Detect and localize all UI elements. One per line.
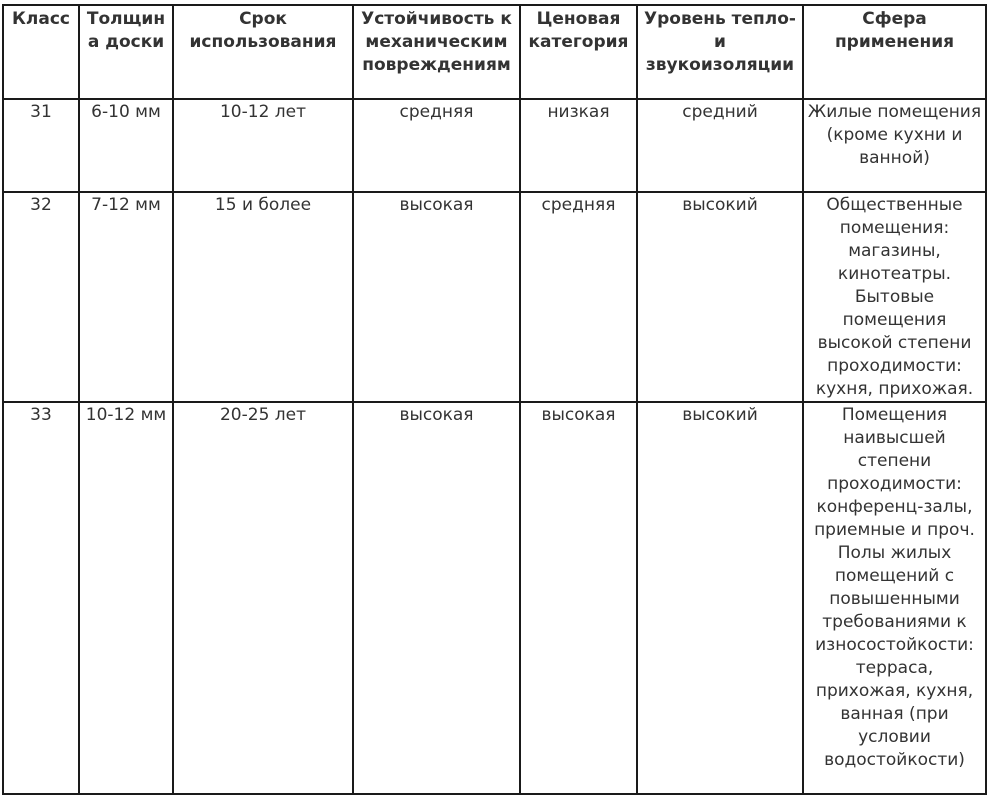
laminate-classes-table xyxy=(2,4,987,795)
cell-scope: Общественные помещения: магазины, кинотеатры. Бытовые помещения высокой степени проходимости: кухня, прихожая. xyxy=(803,192,986,402)
cell-thickness: 6-10 мм xyxy=(79,99,173,192)
cell-class: 31 xyxy=(3,99,79,192)
cell-lifetime: 10-12 лет xyxy=(173,99,353,192)
header-insulation: Уровень тепло- и звукоизоляции xyxy=(637,5,803,99)
header-price: Ценовая категория xyxy=(520,5,637,99)
header-row xyxy=(3,5,986,99)
table-row xyxy=(3,99,986,192)
cell-insulation: высокий xyxy=(637,402,803,794)
cell-class: 33 xyxy=(3,402,79,794)
cell-thickness: 10-12 мм xyxy=(79,402,173,794)
cell-lifetime: 15 и более xyxy=(173,192,353,402)
cell-price: средняя xyxy=(520,192,637,402)
cell-scope: Помещения наивысшей степени проходимости: конференц-залы, приемные и проч. Полы жилых помещений с повышенными требованиями к износостойкости: терраса, прихожая, кухня, ванная (при условии водостойкости) xyxy=(803,402,986,794)
cell-price: низкая xyxy=(520,99,637,192)
cell-resistance: высокая xyxy=(353,192,520,402)
header-lifetime: Срок использования xyxy=(173,5,353,99)
cell-class: 32 xyxy=(3,192,79,402)
header-scope: Сфера применения xyxy=(803,5,986,99)
table-row xyxy=(3,402,986,794)
cell-thickness: 7-12 мм xyxy=(79,192,173,402)
header-resistance: Устойчивость к механическим повреждениям xyxy=(353,5,520,99)
cell-lifetime: 20-25 лет xyxy=(173,402,353,794)
table-row xyxy=(3,192,986,402)
header-thickness: Толщина доски xyxy=(79,5,173,99)
cell-resistance: средняя xyxy=(353,99,520,192)
cell-price: высокая xyxy=(520,402,637,794)
header-class: Класс xyxy=(3,5,79,99)
cell-insulation: высокий xyxy=(637,192,803,402)
cell-scope: Жилые помещения (кроме кухни и ванной) xyxy=(803,99,986,192)
cell-insulation: средний xyxy=(637,99,803,192)
cell-resistance: высокая xyxy=(353,402,520,794)
